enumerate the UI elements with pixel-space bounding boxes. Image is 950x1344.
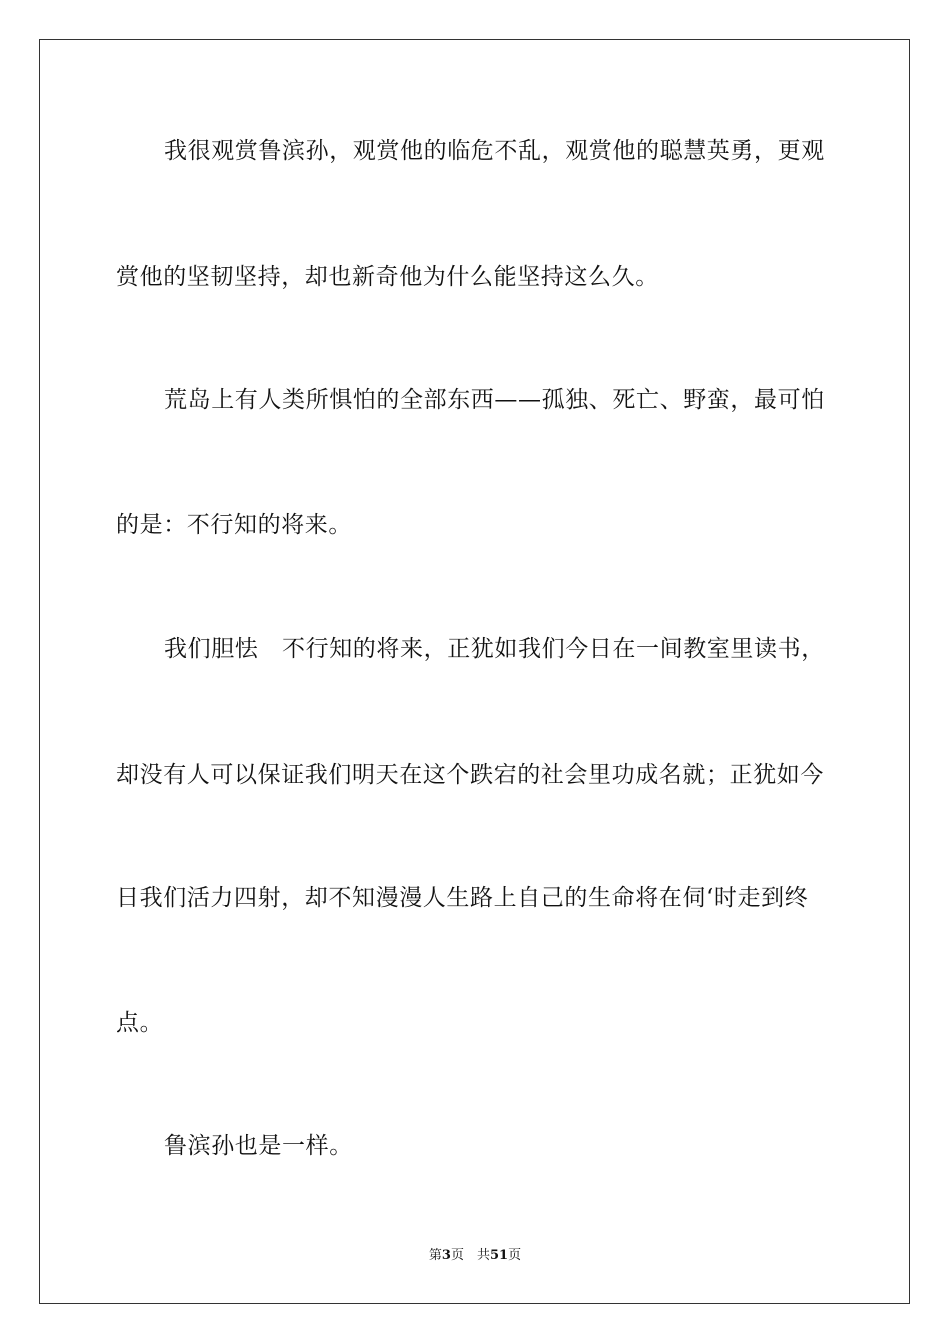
paragraph-3-line-2: 却没有人可以保证我们明天在这个跌宕的社会里功成名就；正犹如今 [116, 762, 824, 788]
footer-page-number: 3 [441, 1248, 451, 1263]
paragraph-2-line-1: 荒岛上有人类所惧怕的全部东西——孤独、死亡、野蛮，最可怕 [164, 387, 825, 413]
paragraph-1-line-1: 我很观赏鲁滨孙，观赏他的临危不乱，观赏他的聪慧英勇，更观 [164, 138, 825, 164]
paragraph-3-line-3: 日我们活力四射，却不知漫漫人生路上自己的生命将在伺‘时走到终 [116, 885, 809, 911]
page-border [39, 39, 910, 1304]
footer-suffix: 页 [508, 1248, 522, 1263]
paragraph-3-line-4: 点。 [116, 1010, 164, 1036]
paragraph-4-line-1: 鲁滨孙也是一样。 [164, 1133, 353, 1159]
paragraph-3-line-1: 我们胆怯 不行知的将来，正犹如我们今日在一间教室里读书， [164, 636, 825, 662]
paragraph-1-line-2: 赏他的坚韧坚持，却也新奇他为什么能坚持这么久。 [116, 264, 659, 290]
page-footer [0, 1247, 950, 1265]
paragraph-2-line-2: 的是：不行知的将来。 [116, 512, 352, 538]
footer-total-pages: 51 [489, 1248, 509, 1263]
footer-middle: 页 共 [450, 1248, 490, 1263]
footer-prefix: 第 [428, 1248, 442, 1263]
